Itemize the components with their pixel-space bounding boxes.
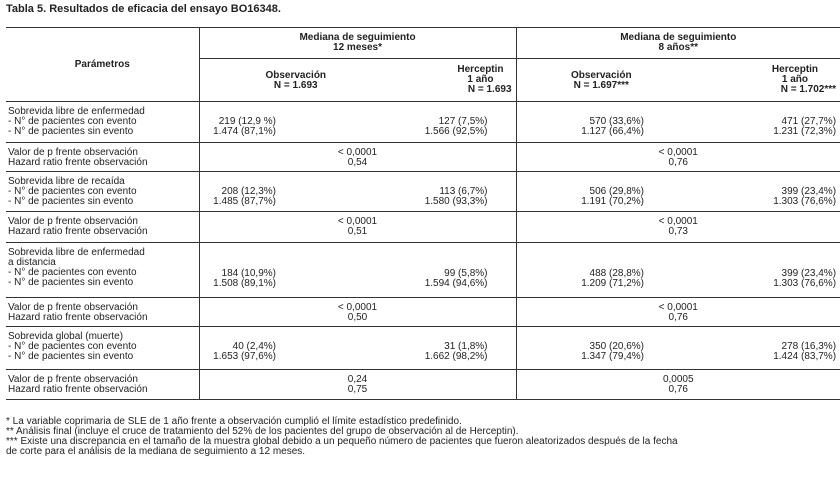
col-header-obs-8y-line1: Observación (570, 70, 632, 81)
os-her-12m-event: 31 (1,8%) (444, 341, 488, 352)
col-header-herceptin-8y (686, 59, 840, 102)
rfs-her-8y-event: 399 (23,4%) (781, 186, 837, 197)
col-header-herceptin-12m-line2: 1 año (467, 74, 494, 85)
section-os (6, 327, 840, 370)
group-header-12m-line2: 12 meses* (333, 42, 382, 53)
header-row-groups (6, 28, 840, 59)
dfs-obs-12m-event: 219 (12,9 %) (218, 116, 276, 127)
col-header-herceptin-8y-line2: 1 año (781, 74, 809, 85)
group-header-12m-line1: Mediana de seguimiento (299, 32, 416, 43)
dfs-her-12m-noevent: 1.566 (92,5%) (424, 126, 488, 137)
section-ddfs-her-8y (686, 243, 840, 298)
rfs-p-12m: < 0,0001 (337, 216, 378, 227)
dfs-p-8y: < 0,0001 (658, 147, 698, 158)
col-header-herceptin-12m-line3: N = 1.693 (467, 84, 512, 95)
section-rfs-stats-12m (199, 212, 516, 243)
section-os-title: Sobrevida global (muerte) (8, 331, 124, 342)
ddfs-her-12m-noevent: 1.594 (94,6%) (424, 278, 488, 289)
dfs-her-8y-noevent: 1.231 (72,3%) (773, 126, 837, 137)
footnote-2: ** Análisis final (incluye el cruce de tratamiento del 52% de los pacientes del grupo de observación al de Herceptin). (6, 426, 519, 437)
group-header-12m (199, 28, 516, 59)
rfs-her-12m-event: 113 (6,7%) (439, 186, 488, 197)
section-dfs-her-8y (686, 102, 840, 143)
footnotes (6, 417, 836, 457)
section-ddfs-stats-8y (516, 298, 840, 327)
section-ddfs-title: Sobrevida libre de enfermedad (8, 247, 145, 258)
ddfs-obs-8y-event: 488 (28,8%) (589, 268, 645, 279)
col-header-obs-8y (516, 59, 686, 102)
dfs-obs-8y-noevent: 1.127 (66,4%) (581, 126, 645, 137)
section-ddfs (6, 243, 840, 298)
ddfs-her-12m-event: 99 (5,8%) (444, 268, 488, 279)
section-ddfs-labels (6, 243, 199, 298)
os-her-12m-noevent: 1.662 (98,2%) (424, 351, 488, 362)
ddfs-her-8y-noevent: 1.303 (76,6%) (773, 278, 837, 289)
os-hr-8y: 0,76 (668, 384, 688, 395)
col-header-herceptin-8y-line3: N = 1.702*** (780, 84, 837, 95)
section-os-stats (6, 370, 840, 400)
ddfs-obs-12m-noevent: 1.508 (89,1%) (213, 278, 276, 289)
ddfs-hr-12m: 0,50 (347, 312, 368, 323)
section-dfs-labels (6, 102, 199, 143)
ddfs-p-12m: < 0,0001 (337, 302, 378, 313)
os-obs-8y-event: 350 (20,6%) (589, 341, 645, 352)
rfs-hr-label: Hazard ratio frente observación (8, 226, 148, 237)
section-ddfs-her-12m (392, 243, 516, 298)
section-dfs-title: Sobrevida libre de enfermedad (8, 106, 145, 117)
section-rfs-stats-8y (516, 212, 840, 243)
section-ddfs-stats (6, 298, 840, 327)
dfs-p-12m: < 0,0001 (337, 147, 378, 158)
ddfs-p-label: Valor de p frente observación (8, 302, 138, 313)
rfs-p-label: Valor de p frente observación (8, 216, 138, 227)
section-dfs-obs-12m (199, 102, 392, 143)
dfs-obs-8y-event: 570 (33,6%) (589, 116, 645, 127)
section-ddfs-row-event: - N° de pacientes con evento (8, 267, 137, 278)
os-obs-8y-noevent: 1.347 (79,4%) (581, 351, 645, 362)
section-ddfs-obs-8y (516, 243, 686, 298)
ddfs-p-8y: < 0,0001 (658, 302, 698, 313)
table-title: Tabla 5. Resultados de eficacia del ensayo BO16348. (6, 3, 281, 15)
dfs-her-8y-event: 471 (27,7%) (781, 116, 837, 127)
rfs-her-8y-noevent: 1.303 (76,6%) (773, 196, 837, 207)
section-ddfs-stats-12m (199, 298, 516, 327)
ddfs-obs-8y-noevent: 1.209 (71,2%) (581, 278, 645, 289)
section-dfs-stats-8y (516, 143, 840, 172)
footnote-3: *** Existe una discrepancia en el tamaño de la muestra global debido a un pequeño número de pacientes que fueron aleatorizados después de la fecha (6, 436, 678, 447)
section-os-stat-labels (6, 370, 199, 400)
ddfs-obs-12m-event: 184 (10,9%) (221, 268, 276, 279)
rfs-obs-12m-event: 208 (12,3%) (221, 186, 276, 197)
col-header-herceptin-8y-line1: Herceptin (771, 64, 819, 75)
section-dfs-row-event: - N° de pacientes con evento (8, 116, 137, 127)
section-dfs-stats (6, 143, 840, 172)
os-obs-12m-event: 40 (2,4%) (232, 341, 276, 352)
section-rfs-row-event: - N° de pacientes con evento (8, 186, 137, 197)
col-header-herceptin-12m-line1: Herceptin (457, 64, 504, 75)
section-rfs-labels (6, 172, 199, 212)
os-p-8y: 0,0005 (662, 374, 694, 385)
section-dfs-stat-labels (6, 143, 199, 172)
col-header-obs-12m-line2: N = 1.693 (273, 80, 318, 91)
rfs-obs-12m-noevent: 1.485 (87,7%) (213, 196, 276, 207)
dfs-hr-label: Hazard ratio frente observación (8, 157, 148, 168)
section-os-stats-8y (516, 370, 840, 400)
section-dfs-obs-8y (516, 102, 686, 143)
rfs-obs-8y-event: 506 (29,8%) (589, 186, 645, 197)
section-os-obs-12m (199, 327, 392, 370)
efficacy-table (6, 27, 840, 400)
os-obs-12m-noevent: 1.653 (97,6%) (213, 351, 276, 362)
rfs-her-12m-noevent: 1.580 (93,3%) (424, 196, 488, 207)
os-p-label: Valor de p frente observación (8, 374, 138, 385)
section-ddfs-stat-labels (6, 298, 199, 327)
section-ddfs-row-noevent: - N° de pacientes sin evento (8, 277, 134, 288)
group-header-8y-line1: Mediana de seguimiento (620, 32, 737, 43)
os-hr-label: Hazard ratio frente observación (8, 384, 148, 395)
section-os-row-noevent: - N° de pacientes sin evento (8, 351, 134, 362)
section-dfs-stats-12m (199, 143, 516, 172)
section-rfs-her-8y (686, 172, 840, 212)
section-os-stats-12m (199, 370, 516, 400)
col-header-obs-8y-line2: N = 1.697*** (573, 80, 629, 91)
dfs-hr-12m: 0,54 (347, 157, 368, 168)
section-os-her-8y (686, 327, 840, 370)
section-rfs-title: Sobrevida libre de recaída (8, 176, 125, 187)
rfs-hr-8y: 0,73 (668, 226, 688, 237)
os-p-12m: 0,24 (347, 374, 368, 385)
section-rfs-stat-labels (6, 212, 199, 243)
ddfs-hr-8y: 0,76 (668, 312, 688, 323)
ddfs-her-8y-event: 399 (23,4%) (781, 268, 837, 279)
col-header-obs-12m (199, 59, 392, 102)
ddfs-hr-label: Hazard ratio frente observación (8, 312, 148, 323)
dfs-p-label: Valor de p frente observación (8, 147, 138, 158)
os-her-8y-event: 278 (16,3%) (781, 341, 837, 352)
section-dfs-her-12m (392, 102, 516, 143)
section-ddfs-obs-12m (199, 243, 392, 298)
section-ddfs-title2: a distancia (8, 257, 56, 268)
os-her-8y-noevent: 1.424 (83,7%) (773, 351, 837, 362)
col-header-obs-12m-line1: Observación (265, 70, 327, 81)
section-os-obs-8y (516, 327, 686, 370)
section-rfs-stats (6, 212, 840, 243)
group-header-8y (516, 28, 840, 59)
footnote-3-cont: de corte para el análisis de la mediana de seguimiento a 12 meses. (6, 446, 306, 457)
section-rfs-obs-8y (516, 172, 686, 212)
section-os-row-event: - N° de pacientes con evento (8, 341, 137, 352)
dfs-hr-8y: 0,76 (668, 157, 688, 168)
dfs-her-12m-event: 127 (7,5%) (438, 116, 488, 127)
section-rfs (6, 172, 840, 212)
os-hr-12m: 0,75 (347, 384, 368, 395)
section-rfs-row-noevent: - N° de pacientes sin evento (8, 196, 134, 207)
rfs-p-8y: < 0,0001 (658, 216, 698, 227)
section-dfs-row-noevent: - N° de pacientes sin evento (8, 126, 134, 137)
rfs-hr-12m: 0,51 (347, 226, 368, 237)
section-rfs-her-12m (392, 172, 516, 212)
group-header-8y-line2: 8 años** (658, 42, 698, 53)
section-rfs-obs-12m (199, 172, 392, 212)
parametros-header: Parámetros (6, 28, 199, 102)
footnote-1: * La variable coprimaria de SLE de 1 año frente a observación cumplió el límite estadístico predefinido. (6, 416, 462, 427)
dfs-obs-12m-noevent: 1.474 (87,1%) (213, 126, 276, 137)
section-os-her-12m (392, 327, 516, 370)
section-dfs (6, 102, 840, 143)
section-os-labels (6, 327, 199, 370)
col-header-herceptin-12m (392, 59, 516, 102)
rfs-obs-8y-noevent: 1.191 (70,2%) (581, 196, 645, 207)
